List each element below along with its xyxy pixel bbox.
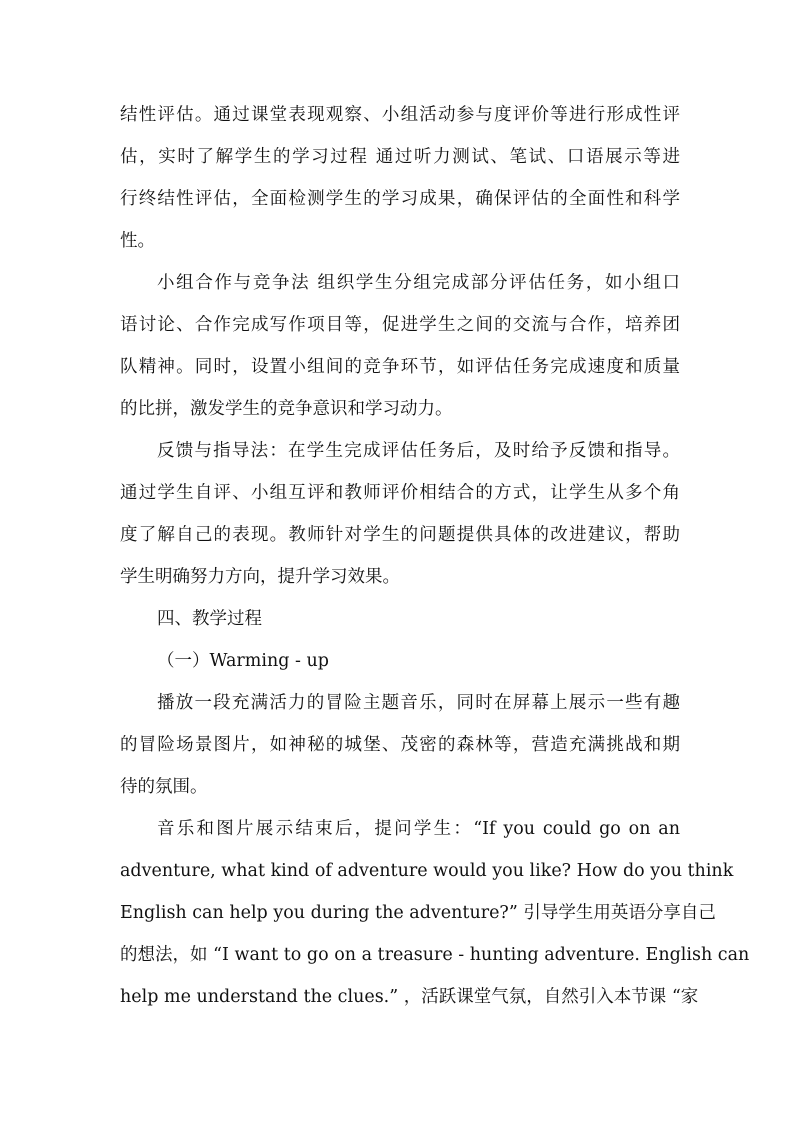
- text-line: help me understand the clues.” ，活跃课堂气氛，自然引入本节课 “家: [120, 987, 699, 1007]
- text-line: 小组合作与竞争法 组织学生分组完成部分评估任务，如小组口: [157, 273, 680, 293]
- section-heading-teaching-process: 四、教学过程: [157, 609, 262, 629]
- document-body: [120, 94, 750, 1018]
- text-line: 通过学生自评、小组互评和教师评价相结合的方式，让学生从多个角: [120, 483, 680, 503]
- text-line: 结性评估。通过课堂表现观察、小组活动参与度评价等进行形成性评: [120, 105, 680, 125]
- text-line: adventure, what kind of adventure would you like? How do you think: [120, 861, 734, 881]
- paragraph-feedback-guidance: [120, 430, 680, 598]
- text-line: English can help you during the adventure?” 引导学生用英语分享自己: [120, 903, 716, 923]
- text-line: 队精神。同时，设置小组间的竞争环节，如评估任务完成速度和质量: [120, 357, 680, 377]
- paragraph-formative-summative-assessment: [120, 94, 680, 262]
- text-line: 音乐和图片展示结束后，提问学生：“If you could go on an: [157, 819, 680, 839]
- text-line: 反馈与指导法：在学生完成评估任务后，及时给予反馈和指导。: [157, 441, 680, 461]
- text-line: 行终结性评估，全面检测学生的学习成果，确保评估的全面性和科学: [120, 189, 680, 209]
- text-line: 的冒险场景图片，如神秘的城堡、茂密的森林等，营造充满挑战和期: [120, 735, 680, 755]
- text-line: 估，实时了解学生的学习过程 通过听力测试、笔试、口语展示等进: [120, 147, 680, 167]
- text-line: 的想法，如 “I want to go on a treasure - hunting adventure. English can: [120, 945, 750, 965]
- paragraph-group-cooperation-competition: [120, 262, 680, 430]
- paragraph-question-students: [120, 808, 750, 1018]
- paragraph-adventure-music: [120, 682, 680, 808]
- text-line: 的比拼，激发学生的竞争意识和学习动力。: [120, 399, 453, 419]
- text-line: 待的氛围。: [120, 777, 208, 797]
- text-line: 学生明确努力方向，提升学习效果。: [120, 567, 400, 587]
- text-line: 性。: [120, 231, 155, 251]
- text-line: 播放一段充满活力的冒险主题音乐，同时在屏幕上展示一些有趣: [157, 693, 680, 713]
- subsection-heading-warming-up: （一）Warming - up: [157, 651, 329, 671]
- text-line: 度了解自己的表现。教师针对学生的问题提供具体的改进建议，帮助: [120, 525, 680, 545]
- text-line: 语讨论、合作完成写作项目等，促进学生之间的交流与合作，培养团: [120, 315, 680, 335]
